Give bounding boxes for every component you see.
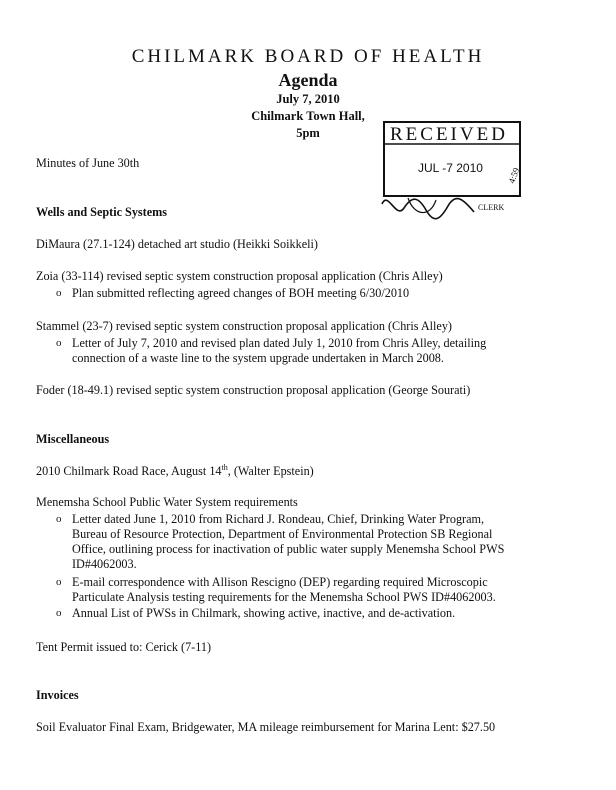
wells-item-stammel-sub-l1: Letter of July 7, 2010 and revised plan dated July 1, 2010 from Chris Alley, detailing [72, 336, 487, 350]
road-race-text: 2010 Chilmark Road Race, August 14 [36, 464, 222, 479]
water-sub1-l4: ID#4062003. [72, 557, 137, 571]
misc-item-water-system: Menemsha School Public Water System requirements [36, 495, 298, 509]
water-sub2-l2: Particulate Analysis testing requirements for the Menemsha School PWS ID#4062003. [72, 590, 496, 604]
water-sub1-l1: Letter dated June 1, 2010 from Richard J. Rondeau, Chief, Drinking Water Program, [72, 512, 485, 526]
meeting-location: Chilmark Town Hall, [251, 109, 365, 123]
stamp-date-text: JUL -7 2010 [418, 161, 483, 175]
water-sub1-l2: Bureau of Resource Protection, Department of Environmental Protection SB Regional [72, 527, 493, 541]
section-heading-misc: Miscellaneous [36, 432, 110, 446]
stamp-time-note: 4:59 [506, 166, 522, 185]
meeting-date: July 7, 2010 [276, 92, 340, 106]
section-heading-wells: Wells and Septic Systems [36, 205, 168, 219]
stamp-received-text: RECEIVED [390, 124, 508, 145]
bullet-icon: o [56, 576, 62, 588]
road-race-contact: , (Walter Epstein) [227, 464, 314, 479]
water-sub3: Annual List of PWSs in Chilmark, showing active, inactive, and de-activation. [72, 606, 456, 620]
road-race-sup: th [221, 463, 228, 472]
bullet-icon: o [56, 337, 62, 349]
misc-item-tent-permit: Tent Permit issued to: Cerick (7-11) [36, 640, 212, 654]
water-sub1-l3: Office, outlining process for inactivation of public water supply Menemsha School PWS [72, 542, 505, 556]
bullet-icon: o [56, 513, 62, 525]
stamp-clerk-text: CLERK [478, 203, 505, 212]
bullet-icon: o [56, 287, 62, 299]
bullet-icon: o [56, 607, 62, 619]
page-subtitle: Agenda [278, 70, 338, 90]
wells-item-foder: Foder (18-49.1) revised septic system construction proposal application (George Sourati) [36, 383, 471, 397]
page-title: CHILMARK BOARD OF HEALTH [131, 46, 485, 67]
minutes-item: Minutes of June 30th [36, 156, 140, 170]
invoice-item-soil-evaluator: Soil Evaluator Final Exam, Bridgewater, MA mileage reimbursement for Marina Lent: $27.50 [36, 720, 496, 734]
wells-item-zoia: Zoia (33-114) revised septic system construction proposal application (Chris Alley) [36, 269, 443, 283]
wells-item-stammel-sub-l2: connection of a waste line to the system upgrade undertaken in March 2008. [72, 351, 444, 365]
wells-item-zoia-sub: Plan submitted reflecting agreed changes of BOH meeting 6/30/2010 [72, 286, 410, 300]
section-heading-invoices: Invoices [36, 688, 79, 702]
misc-item-road-race [36, 463, 314, 479]
meeting-time: 5pm [296, 126, 320, 140]
water-sub2-l1: E-mail correspondence with Allison Rescigno (DEP) regarding required Microscopic [72, 575, 488, 589]
wells-item-dimaura: DiMaura (27.1-124) detached art studio (Heikki Soikkeli) [36, 237, 318, 251]
wells-item-stammel: Stammel (23-7) revised septic system construction proposal application (Chris Alley) [36, 319, 452, 333]
received-stamp [378, 120, 528, 230]
